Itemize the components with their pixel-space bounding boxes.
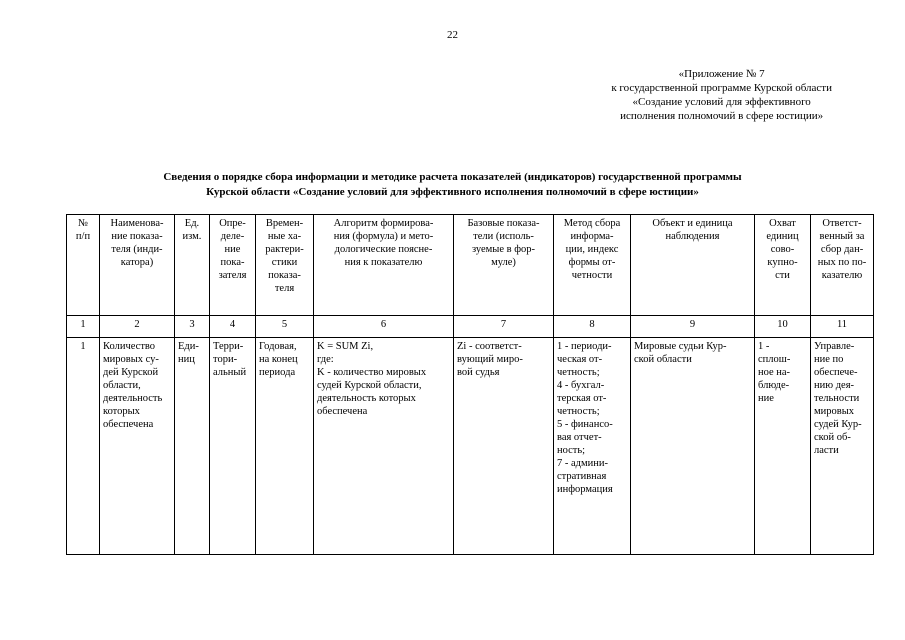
header-cell (67, 215, 100, 316)
cell-line: зателя (218, 270, 247, 281)
column-number-cell: 11 (811, 316, 874, 338)
cell-line: деятельность которых (317, 393, 416, 404)
column-number-cell: 10 (755, 316, 811, 338)
indicators-table (66, 214, 874, 555)
cell-line: обеспечена (317, 406, 368, 417)
appendix-line: исполнения полномочий в сфере юстиции» (620, 110, 824, 122)
cell-line: 7 - админи- (557, 458, 608, 469)
cell-line: 1 - (758, 341, 770, 352)
table-header-row (67, 215, 874, 316)
appendix-line: к государственной программе Курской области (611, 82, 832, 94)
page-number: 22 (447, 29, 458, 41)
cell-line: Ед. (184, 218, 200, 229)
table-cell (454, 338, 554, 555)
cell-line: судей Курской области, (317, 380, 422, 391)
cell-line: рактери- (265, 244, 304, 255)
column-number-cell: 5 (256, 316, 314, 338)
cell-line: зуемые в фор- (471, 244, 536, 255)
cell-line: Еди- (178, 341, 199, 352)
cell-line: деле- (220, 231, 245, 242)
cell-line: единиц (766, 231, 799, 242)
cell-line: муле) (491, 257, 516, 268)
cell-line: Терри- (213, 341, 244, 352)
cell-line: тори- (213, 354, 238, 365)
cell-line: деятельность (103, 393, 163, 404)
cell-line: вующий миро- (457, 354, 523, 365)
cell-line: наблюдения (665, 231, 720, 242)
cell-line: ния (формула) и мето- (333, 231, 434, 242)
cell-line: которых (103, 406, 140, 417)
cell-line: ных по по- (817, 257, 867, 268)
cell-line: тели (исполь- (473, 231, 534, 242)
cell-line: Опре- (219, 218, 246, 229)
header-cell (210, 215, 256, 316)
cell-line: п/п (75, 231, 91, 242)
cell-line: K - количество мировых (317, 367, 427, 378)
column-number-cell: 8 (554, 316, 631, 338)
column-number-cell: 1 (67, 316, 100, 338)
cell-line: четность; (557, 367, 600, 378)
cell-line: терская от- (557, 393, 607, 404)
appendix-heading (611, 67, 832, 123)
cell-line: Управле- (814, 341, 855, 352)
cell-line: Охват (769, 218, 796, 229)
table-cell (67, 338, 100, 555)
cell-line: катора) (120, 257, 154, 268)
cell-line: области, (103, 380, 141, 391)
header-cell (314, 215, 454, 316)
cell-line: венный за (819, 231, 865, 242)
cell-line: периода (259, 367, 296, 378)
cell-line: Времен- (265, 218, 304, 229)
cell-line: Алгоритм формирова- (333, 218, 434, 229)
cell-line: Наименова- (110, 218, 164, 229)
cell-line: формы от- (568, 257, 616, 268)
cell-line: Zi - соответст- (457, 341, 522, 352)
header-cell (631, 215, 755, 316)
cell-line: мировых (814, 406, 855, 417)
cell-line: ниц (178, 354, 195, 365)
table-cell (100, 338, 175, 555)
column-number-cell: 3 (175, 316, 210, 338)
column-numbers-row (67, 316, 874, 338)
cell-line: четности (571, 270, 613, 281)
table-cell (175, 338, 210, 555)
header-cell (554, 215, 631, 316)
cell-line: ской об- (814, 432, 851, 443)
cell-line: 1 - периоди- (557, 341, 612, 352)
cell-line: 1 (80, 341, 86, 352)
cell-line: ние (758, 393, 774, 404)
cell-line: ные ха- (267, 231, 302, 242)
cell-line: ции, индекс (565, 244, 619, 255)
cell-line: Метод сбора (563, 218, 621, 229)
cell-line: Количество (103, 341, 156, 352)
cell-line: ние по (814, 354, 844, 365)
cell-line: ческая от- (557, 354, 603, 365)
cell-line: вая отчет- (557, 432, 602, 443)
cell-line: ние (224, 244, 241, 255)
cell-line: казателю (821, 270, 863, 281)
header-cell (100, 215, 175, 316)
table-cell (256, 338, 314, 555)
cell-line: ласти (814, 445, 839, 456)
cell-line: где: (317, 354, 334, 365)
cell-line: пока- (220, 257, 245, 268)
column-number-cell: 7 (454, 316, 554, 338)
cell-line: Ответст- (822, 218, 862, 229)
appendix-line: «Создание условий для эффективного (632, 96, 811, 108)
header-cell (811, 215, 874, 316)
cell-line: Базовые показа- (467, 218, 540, 229)
cell-line: судей Кур- (814, 419, 862, 430)
cell-line: стративная (557, 471, 607, 482)
header-cell (256, 215, 314, 316)
cell-line: нию дея- (814, 380, 855, 391)
cell-line: обеспечена (103, 419, 154, 430)
cell-line: блюде- (758, 380, 790, 391)
cell-line: альный (213, 367, 247, 378)
cell-line: вой судья (457, 367, 500, 378)
cell-line: Мировые судьи Кур- (634, 341, 727, 352)
cell-line: четность; (557, 406, 600, 417)
cell-line: Объект и единица (652, 218, 733, 229)
cell-line: мировых су- (103, 354, 159, 365)
cell-line: ния к показателю (344, 257, 423, 268)
cell-line: информация (557, 484, 613, 495)
table-row (67, 338, 874, 555)
cell-line: дей Курской (103, 367, 159, 378)
cell-line: изм. (182, 231, 202, 242)
document-title (60, 170, 845, 200)
cell-line: Годовая, (259, 341, 297, 352)
cell-line: № (77, 218, 89, 229)
cell-line: сбор дан- (820, 244, 864, 255)
column-number-cell: 6 (314, 316, 454, 338)
header-cell (175, 215, 210, 316)
cell-line: K = SUM Zi, (317, 341, 374, 352)
table-cell (755, 338, 811, 555)
appendix-line: «Приложение № 7 (678, 68, 765, 80)
column-number-cell: 4 (210, 316, 256, 338)
cell-line: 4 - бухгал- (557, 380, 605, 391)
cell-line: 5 - финансо- (557, 419, 613, 430)
cell-line: сово- (770, 244, 795, 255)
cell-line: обеспече- (814, 367, 858, 378)
cell-line: показа- (268, 270, 301, 281)
table-cell (554, 338, 631, 555)
cell-line: ность; (557, 445, 586, 456)
cell-line: ние показа- (111, 231, 163, 242)
cell-line: сплош- (758, 354, 791, 365)
table-cell (210, 338, 256, 555)
title-line: Сведения о порядке сбора информации и методике расчета показателей (индикаторов) государственной программы (163, 171, 742, 183)
cell-line: тельности (814, 393, 860, 404)
cell-line: ное на- (758, 367, 791, 378)
cell-line: купно- (767, 257, 798, 268)
cell-line: теля (274, 283, 295, 294)
cell-line: дологические поясне- (334, 244, 433, 255)
cell-line: на конец (259, 354, 298, 365)
table-cell (811, 338, 874, 555)
header-cell (755, 215, 811, 316)
table-cell (314, 338, 454, 555)
cell-line: теля (инди- (111, 244, 163, 255)
column-number-cell: 2 (100, 316, 175, 338)
table-body (67, 338, 874, 555)
table-cell (631, 338, 755, 555)
column-number-cell: 9 (631, 316, 755, 338)
cell-line: ской области (634, 354, 692, 365)
title-line: Курской области «Создание условий для эффективного исполнения полномочий в сфере юстиции» (206, 186, 699, 198)
header-cell (454, 215, 554, 316)
cell-line: информа- (570, 231, 614, 242)
cell-line: стики (271, 257, 298, 268)
cell-line: сти (775, 270, 790, 281)
